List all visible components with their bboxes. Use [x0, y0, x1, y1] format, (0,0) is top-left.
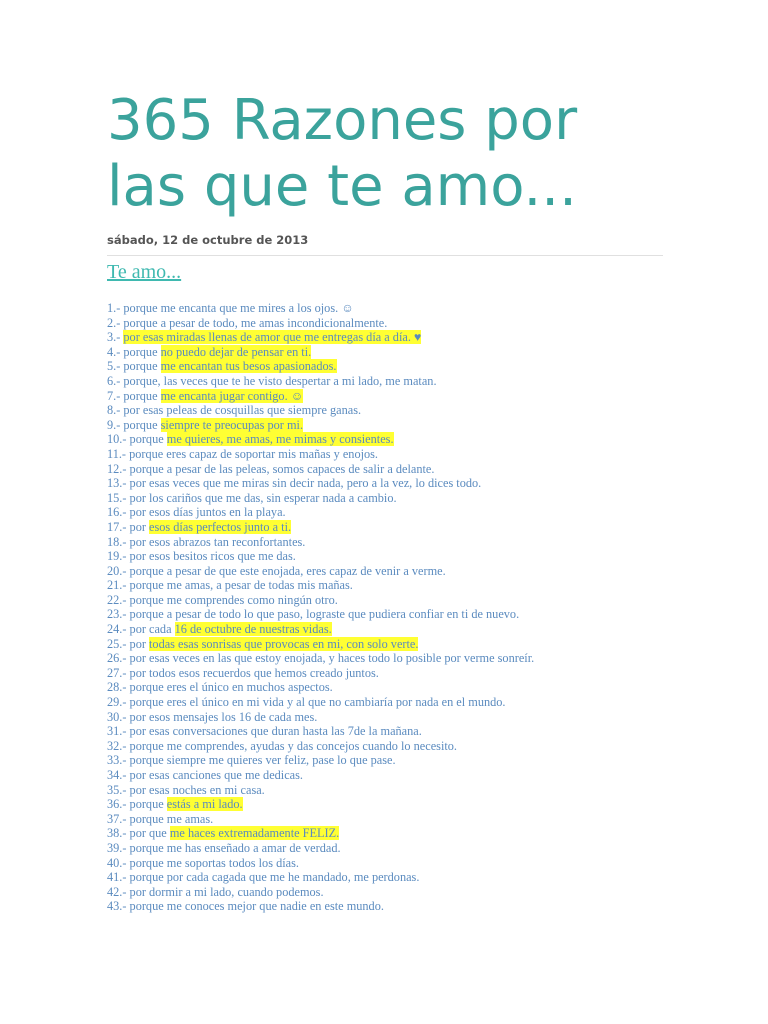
reason-text: 41.- porque por cada cagada que me he mandado, me perdonas. — [107, 870, 420, 885]
reason-text: 8.- por esas peleas de cosquillas que siempre ganas. — [107, 403, 362, 418]
reason-item — [107, 593, 663, 608]
reason-item — [107, 432, 663, 447]
reason-item — [107, 403, 663, 418]
reason-text: 37.- porque me amas. — [107, 811, 214, 826]
post-date: sábado, 12 de octubre de 2013 — [107, 233, 663, 256]
reasons-list — [107, 301, 663, 914]
reason-text: 32.- porque me comprendes, ayudas y das concejos cuando lo necesito. — [107, 738, 458, 753]
reason-item — [107, 753, 663, 768]
reason-item — [107, 535, 663, 550]
reason-text: 36.- porque — [107, 797, 167, 812]
reason-text: 17.- por — [107, 519, 150, 534]
reason-text: 9.- porque — [107, 417, 161, 432]
reason-item — [107, 316, 663, 331]
reason-item — [107, 797, 663, 812]
reason-text: 43.- porque me conoces mejor que nadie en este mundo. — [107, 899, 384, 914]
reason-item — [107, 520, 663, 535]
reason-highlight: me quieres, me amas, me mimas y consientes. — [166, 432, 394, 447]
reason-item — [107, 870, 663, 885]
reason-item — [107, 899, 663, 914]
reason-text: 34.- por esas canciones que me dedicas. — [107, 768, 303, 782]
reason-text: 13.- por esas veces que me miras sin decir nada, pero a la vez, lo dices todo. — [107, 476, 482, 491]
reason-text: 15.- por los cariños que me das, sin esperar nada a cambio. — [107, 490, 397, 505]
reason-highlight: me encantan tus besos apasionados. — [160, 359, 337, 374]
reason-text: 24.- por cada — [107, 622, 175, 637]
blog-title: 365 Razones por las que te amo... — [107, 88, 578, 219]
reason-text: 33.- porque siempre me quieres ver feliz, pase lo que pase. — [107, 753, 396, 768]
reason-text: 11.- porque eres capaz de soportar mis mañas y enojos. — [107, 446, 379, 461]
reason-item — [107, 418, 663, 433]
reason-highlight: todas esas sonrisas que provocas en mi, con solo verte. — [149, 636, 419, 651]
reason-item — [107, 680, 663, 695]
reason-item — [107, 724, 663, 739]
reason-text: 29.- porque eres el único en mi vida y al que no cambiaría por nada en el mundo. — [107, 695, 506, 710]
reason-item — [107, 301, 663, 316]
reason-item — [107, 359, 663, 374]
reason-item — [107, 330, 663, 345]
reason-item — [107, 710, 663, 725]
post-title-link[interactable]: Te amo... — [107, 261, 182, 283]
reason-text: 23.- porque a pesar de todo lo que paso, lograste que pudiera confiar en ti de nuevo. — [107, 607, 520, 622]
reason-text: 19.- por esos besitos ricos que me das. — [107, 549, 296, 564]
reason-highlight: me encanta jugar contigo. ☺ — [160, 388, 304, 403]
reason-item — [107, 739, 663, 754]
reason-text: 27.- por todos esos recuerdos que hemos creado juntos. — [107, 665, 379, 680]
reason-item — [107, 447, 663, 462]
reason-text: 40.- porque me soportas todos los días. — [107, 855, 299, 870]
reason-item — [107, 768, 663, 783]
reason-text: 12.- porque a pesar de las peleas, somos capaces de salir a delante. — [107, 461, 435, 476]
reason-text: 5.- porque — [107, 359, 161, 374]
reason-item — [107, 885, 663, 900]
reason-text: 21.- porque me amas, a pesar de todas mis mañas. — [107, 578, 353, 593]
reason-highlight: no puedo dejar de pensar en ti. — [160, 344, 312, 359]
reason-highlight: estás a mi lado. — [166, 797, 243, 812]
reason-text: 42.- por dormir a mi lado, cuando podemos. — [107, 884, 324, 899]
reason-text: 16.- por esos días juntos en la playa. — [107, 505, 286, 520]
reason-highlight: me haces extremadamente FELIZ. — [169, 826, 340, 841]
reason-text: 28.- porque eres el único en muchos aspectos. — [107, 680, 333, 695]
reason-text: 30.- por esos mensajes los 16 de cada mes. — [107, 709, 318, 724]
reason-item — [107, 564, 663, 579]
reason-text: 38.- por que — [107, 826, 170, 841]
reason-item — [107, 826, 663, 841]
reason-item — [107, 812, 663, 827]
reason-text: 20.- porque a pesar de que este enojada, eres capaz de venir a verme. — [107, 563, 446, 578]
reason-text: 6.- porque, las veces que te he visto despertar a mi lado, me matan. — [107, 373, 437, 388]
reason-text: 39.- porque me has enseñado a amar de verdad. — [107, 840, 341, 855]
reason-text: 26.- por esas veces en las que estoy enojada, y haces todo lo posible por verme sonreír. — [107, 651, 535, 666]
reason-text: 35.- por esas noches en mi casa. — [107, 782, 265, 797]
reason-item — [107, 841, 663, 856]
reason-item — [107, 651, 663, 666]
reason-text: 10.- porque — [107, 432, 167, 447]
reason-item — [107, 374, 663, 389]
reason-item — [107, 783, 663, 798]
reason-item — [107, 856, 663, 871]
reason-text: 22.- porque me comprendes como ningún otro. — [107, 592, 338, 607]
reason-item — [107, 476, 663, 491]
reason-item — [107, 695, 663, 710]
reason-item — [107, 622, 663, 637]
reason-text: 4.- porque — [107, 344, 161, 359]
reason-item — [107, 345, 663, 360]
reason-item — [107, 462, 663, 477]
reason-text: 3.- — [107, 330, 124, 345]
reason-item — [107, 549, 663, 564]
reason-text: 7.- porque — [107, 388, 161, 403]
reason-highlight: 16 de octubre de nuestras vidas. — [174, 622, 332, 637]
blog-page — [107, 88, 663, 914]
reason-item — [107, 491, 663, 506]
reason-highlight: siempre te preocupas por mi. — [160, 417, 304, 432]
reason-text: 25.- por — [107, 636, 150, 651]
reason-item — [107, 607, 663, 622]
reason-text: 18.- por esos abrazos tan reconfortantes. — [107, 534, 306, 549]
reason-item — [107, 666, 663, 681]
reason-highlight: esos días perfectos junto a ti. — [149, 519, 292, 534]
reason-highlight: por esas miradas llenas de amor que me entregas día a día. ♥ — [123, 330, 422, 345]
reason-text: 1.- porque me encanta que me mires a los ojos. ☺ — [107, 301, 354, 315]
reason-item — [107, 637, 663, 652]
reason-item — [107, 505, 663, 520]
reason-text: 31.- por esas conversaciones que duran hasta las 7de la mañana. — [107, 724, 422, 739]
reason-item — [107, 389, 663, 404]
reason-text: 2.- porque a pesar de todo, me amas incondicionalmente. — [107, 315, 388, 330]
reason-item — [107, 578, 663, 593]
